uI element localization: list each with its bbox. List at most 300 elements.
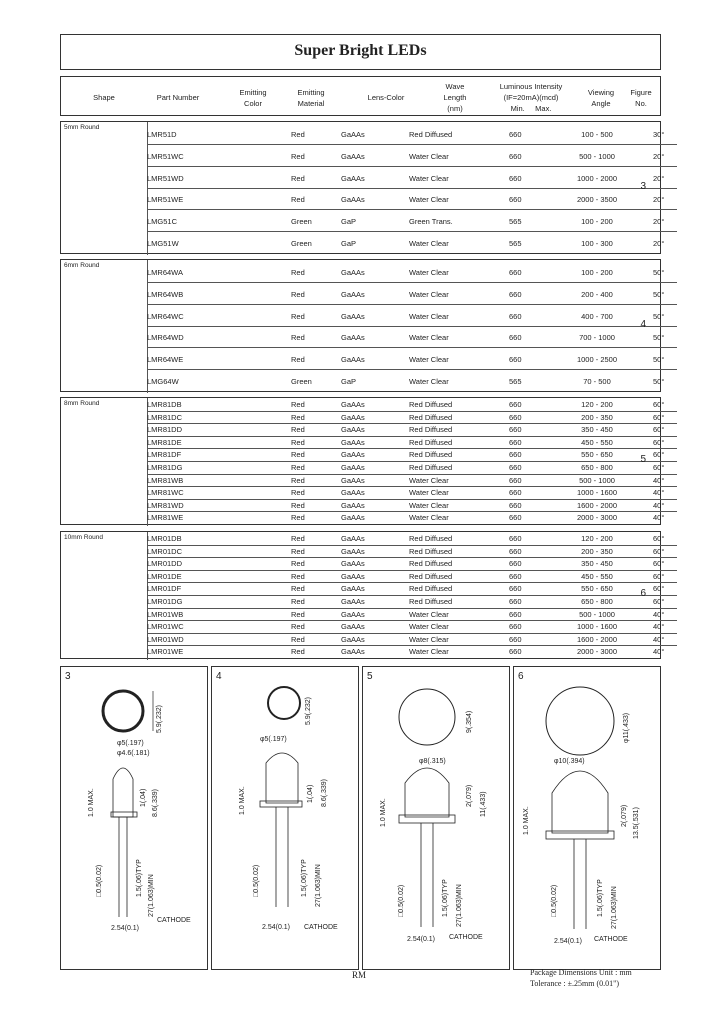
table-cell: 660	[509, 463, 522, 472]
dim-dia: φ8(.315)	[419, 758, 446, 765]
table-cell: LMR01DB	[147, 534, 182, 543]
table-cell: 660	[509, 609, 522, 619]
dim-len: 11(.433)	[480, 791, 487, 817]
table-cell: 100 - 500	[581, 130, 613, 139]
table-cell: GaAAs	[341, 609, 365, 619]
figure-3-drawing	[60, 666, 208, 970]
table-cell: 60°	[653, 412, 665, 422]
table-cell: 660	[509, 355, 522, 365]
row-divider	[147, 608, 677, 609]
row-divider	[147, 188, 677, 189]
dim-flange: 1(.04)	[140, 788, 147, 807]
header-shape: Shape	[93, 93, 115, 102]
dim-a: 1.5(.06)TYP	[597, 879, 604, 917]
table-cell: 550 - 650	[581, 584, 613, 594]
table-cell: Green Trans.	[409, 217, 453, 227]
figure-number: 6	[518, 671, 524, 682]
table-cell: 2000 - 3000	[576, 513, 618, 523]
table-cell: Red Diffused	[409, 463, 453, 472]
table-cell: LMR01WB	[147, 609, 184, 619]
dim-max: 1.0 MAX.	[380, 798, 387, 827]
row-divider	[147, 326, 677, 327]
table-cell: LMR64WA	[147, 268, 183, 277]
table-cell: Red	[291, 622, 305, 632]
figure-5-drawing	[362, 666, 510, 970]
dim-dia: φ5(.197)	[260, 736, 287, 743]
table-cell: LMR51WC	[147, 151, 184, 161]
table-cell: 60°	[653, 463, 665, 472]
table-cell: Red Diffused	[409, 130, 453, 139]
table-cell: GaAAs	[341, 311, 365, 321]
table-cell: 2000 - 3000	[576, 647, 618, 657]
row-divider	[147, 166, 677, 167]
table-cell: LMR64WD	[147, 333, 184, 343]
top-view-circle	[546, 687, 614, 755]
figure-number: 4	[216, 671, 222, 682]
table-cell: Red	[291, 546, 305, 556]
table-cell: Water Clear	[409, 513, 449, 523]
table-cell: 660	[509, 151, 522, 161]
table-cell: 60°	[653, 559, 665, 569]
table-cell: 40°	[653, 513, 665, 523]
table-cell: 660	[509, 513, 522, 523]
table-cell: Water Clear	[409, 173, 449, 183]
table-cell: Red Diffused	[409, 437, 453, 447]
dim-pitch: 2.54(0.1)	[554, 938, 583, 945]
table-cell: 120 - 200	[581, 534, 613, 543]
table-cell: LMR81DF	[147, 450, 182, 460]
led-8mm-diagram	[363, 667, 511, 971]
table-cell: LMR01WD	[147, 634, 184, 644]
table-cell: 100 - 200	[581, 217, 613, 227]
row-divider	[147, 570, 677, 571]
header-emitting-color: Emitting Color	[239, 88, 267, 108]
row-divider	[147, 282, 677, 283]
row-divider	[147, 369, 677, 370]
cathode-label: CATHODE	[449, 934, 483, 941]
table-cell: LMR81DC	[147, 412, 183, 422]
table-cell: 660	[509, 534, 522, 543]
table-cell: Red Diffused	[409, 534, 453, 543]
table-cell: 660	[509, 333, 522, 343]
row-divider	[147, 582, 677, 583]
table-cell: 60°	[653, 425, 665, 435]
row-divider	[147, 231, 677, 232]
table-cell: 1600 - 2000	[576, 500, 618, 510]
dim-dia: φ10(.394)	[554, 758, 585, 765]
table-cell: Water Clear	[409, 609, 449, 619]
table-cell: Red	[291, 333, 305, 343]
dim-a: 1.5(.06)TYP	[301, 859, 308, 897]
table-cell: GaAAs	[341, 289, 365, 299]
table-cell: GaAAs	[341, 400, 365, 409]
table-cell: 565	[509, 239, 522, 248]
section-figure-number: 3	[640, 180, 646, 192]
table-cell: 200 - 350	[581, 412, 613, 422]
table-cell: Water Clear	[409, 239, 449, 248]
table-cell: 100 - 300	[581, 239, 613, 248]
dim-flange: 2(.079)	[466, 784, 473, 807]
dim-lead: □0.5(0.02)	[253, 864, 260, 897]
table-cell: 660	[509, 500, 522, 510]
table-cell: 40°	[653, 488, 665, 498]
figure-6-drawing	[513, 666, 661, 970]
table-cell: 660	[509, 289, 522, 299]
table-cell: GaAAs	[341, 333, 365, 343]
table-cell: Red Diffused	[409, 450, 453, 460]
table-cell: 350 - 450	[581, 559, 613, 569]
table-cell: Green	[291, 239, 312, 248]
led-flange	[399, 815, 455, 823]
table-cell: Red	[291, 130, 305, 139]
table-cell: 350 - 450	[581, 425, 613, 435]
led-body	[113, 768, 133, 817]
table-cell: GaAAs	[341, 450, 365, 460]
table-cell: GaAAs	[341, 130, 365, 139]
table-cell: 660	[509, 311, 522, 321]
dim-flange: 2(.079)	[621, 804, 628, 827]
table-cell: Red	[291, 513, 305, 523]
table-cell: LMR64WB	[147, 289, 184, 299]
table-cell: Red	[291, 311, 305, 321]
table-cell: LMG51W	[147, 239, 179, 248]
table-cell: Red	[291, 559, 305, 569]
table-cell: GaAAs	[341, 513, 365, 523]
table-cell: 40°	[653, 622, 665, 632]
table-cell: 70 - 500	[583, 377, 611, 386]
table-cell: LMR81DB	[147, 400, 182, 409]
top-view-circle	[399, 689, 455, 745]
table-cell: 40°	[653, 634, 665, 644]
row-divider	[147, 411, 677, 412]
table-cell: 30°	[653, 130, 665, 139]
led-body	[405, 768, 449, 817]
table-cell: Water Clear	[409, 475, 449, 485]
table-cell: GaAAs	[341, 437, 365, 447]
cathode-label: CATHODE	[157, 917, 191, 924]
table-cell: 40°	[653, 647, 665, 657]
table-cell: Red	[291, 355, 305, 365]
section-figure-number: 6	[640, 588, 646, 599]
dim-flange: 1(.04)	[307, 784, 314, 803]
table-cell: 60°	[653, 437, 665, 447]
table-cell: 660	[509, 622, 522, 632]
row-divider	[147, 448, 677, 449]
table-cell: 500 - 1000	[579, 609, 615, 619]
section-4	[60, 531, 665, 659]
row-divider	[147, 486, 677, 487]
table-cell: 660	[509, 173, 522, 183]
table-cell: Water Clear	[409, 311, 449, 321]
table-cell: 40°	[653, 609, 665, 619]
table-cell: GaAAs	[341, 488, 365, 498]
table-cell: GaAAs	[341, 622, 365, 632]
table-cell: 660	[509, 488, 522, 498]
table-cell: LMR01WC	[147, 622, 184, 632]
row-divider	[147, 620, 677, 621]
header-part-number: Part Number	[156, 93, 200, 102]
table-cell: Red	[291, 400, 305, 409]
table-cell: LMR81WC	[147, 488, 184, 498]
dim-max: 1.0 MAX.	[523, 806, 530, 835]
table-cell: 120 - 200	[581, 400, 613, 409]
table-cell: Red	[291, 475, 305, 485]
table-cell: LMG51C	[147, 217, 178, 227]
table-cell: 60°	[653, 450, 665, 460]
dim-max: 1.0 MAX.	[88, 788, 95, 817]
row-divider	[147, 499, 677, 500]
dim-len: 8.6(.339)	[321, 778, 328, 807]
table-cell: 650 - 800	[581, 597, 613, 606]
header-lens-color: Lens-Color	[367, 93, 405, 102]
led-6mm-diagram	[212, 667, 360, 971]
section-1	[60, 121, 665, 254]
table-cell: 50°	[653, 311, 665, 321]
dim-len: 8.6(.339)	[152, 788, 159, 817]
led-body	[552, 771, 608, 833]
section-2	[60, 259, 665, 392]
table-cell: Water Clear	[409, 268, 449, 277]
row-divider	[147, 347, 677, 348]
table-cell: 20°	[653, 173, 665, 183]
table-cell: 660	[509, 130, 522, 139]
dim-b: 27(1.063)MIN	[611, 886, 618, 929]
table-cell: 500 - 1000	[579, 475, 615, 485]
table-cell: 660	[509, 634, 522, 644]
table-header	[60, 76, 661, 116]
table-cell: Red	[291, 412, 305, 422]
table-cell: Red	[291, 437, 305, 447]
table-cell: 2000 - 3500	[576, 195, 618, 205]
section-shape: 6mm Round	[64, 262, 100, 269]
dim-top: 5.9(.232)	[305, 696, 312, 725]
table-cell: Water Clear	[409, 333, 449, 343]
table-cell: GaAAs	[341, 647, 365, 657]
table-cell: LMR51WE	[147, 195, 184, 205]
section-figure-number: 4	[640, 318, 646, 330]
table-cell: Red Diffused	[409, 597, 453, 606]
table-cell: GaAAs	[341, 500, 365, 510]
table-cell: Red Diffused	[409, 400, 453, 409]
table-cell: LMR01DC	[147, 546, 183, 556]
table-cell: GaP	[341, 217, 357, 227]
header-wave-length: Wave Length (nm)	[443, 82, 467, 113]
table-cell: 500 - 1000	[579, 151, 615, 161]
table-cell: GaAAs	[341, 268, 365, 277]
table-cell: 400 - 700	[581, 311, 613, 321]
section-3	[60, 397, 665, 525]
table-cell: GaAAs	[341, 355, 365, 365]
top-view-circle	[268, 687, 300, 719]
table-cell: Red	[291, 597, 305, 606]
table-cell: GaAAs	[341, 475, 365, 485]
table-cell: GaAAs	[341, 634, 365, 644]
table-cell: Green	[291, 217, 312, 227]
table-cell: GaAAs	[341, 173, 365, 183]
table-cell: 1600 - 2000	[576, 634, 618, 644]
row-divider	[147, 304, 677, 305]
table-cell: Red	[291, 634, 305, 644]
table-cell: LMR81WD	[147, 500, 184, 510]
table-cell: Red	[291, 425, 305, 435]
table-cell: 20°	[653, 151, 665, 161]
table-cell: LMR51WD	[147, 173, 184, 183]
table-cell: 660	[509, 195, 522, 205]
header-luminous-intensity: Luminous Intensity (IF=20mA)(mcd) Min. Max.	[499, 82, 563, 113]
cathode-label: CATHODE	[304, 924, 338, 931]
table-cell: 660	[509, 546, 522, 556]
dim-dia2: φ4.6(.181)	[117, 750, 150, 757]
table-cell: GaAAs	[341, 571, 365, 581]
table-cell: Red	[291, 463, 305, 472]
table-cell: GaP	[341, 377, 357, 386]
table-cell: 660	[509, 584, 522, 594]
table-cell: Red	[291, 173, 305, 183]
table-cell: 565	[509, 217, 522, 227]
table-cell: Red Diffused	[409, 425, 453, 435]
table-cell: 660	[509, 647, 522, 657]
table-cell: GaAAs	[341, 559, 365, 569]
row-divider	[147, 144, 677, 145]
table-cell: 40°	[653, 500, 665, 510]
table-cell: LMR01WE	[147, 647, 184, 657]
table-cell: Red Diffused	[409, 559, 453, 569]
figure-number: 3	[65, 671, 71, 682]
led-10mm-diagram	[514, 667, 662, 971]
table-cell: LMR81DG	[147, 463, 183, 472]
dim-pitch: 2.54(0.1)	[407, 936, 436, 943]
table-cell: 60°	[653, 571, 665, 581]
table-cell: 60°	[653, 534, 665, 543]
led-flange	[546, 831, 614, 839]
table-cell: 660	[509, 597, 522, 606]
table-cell: LMR01DE	[147, 571, 182, 581]
table-cell: 660	[509, 559, 522, 569]
dim-a: 1.5(.06)TYP	[442, 879, 449, 917]
table-cell: Red	[291, 488, 305, 498]
table-cell: LMR64WC	[147, 311, 184, 321]
table-cell: Red Diffused	[409, 546, 453, 556]
table-cell: 200 - 400	[581, 289, 613, 299]
footer-notes	[530, 967, 632, 989]
row-divider	[147, 511, 677, 512]
table-cell: Water Clear	[409, 151, 449, 161]
table-cell: LMR01DF	[147, 584, 182, 594]
figure-4-drawing	[211, 666, 359, 970]
dim-top: 9(.354)	[466, 710, 473, 733]
table-cell: Red	[291, 571, 305, 581]
footer-note-1: Package Dimensions Unit : mm	[530, 968, 632, 977]
table-cell: GaAAs	[341, 597, 365, 606]
table-cell: LMR01DD	[147, 559, 183, 569]
table-cell: 660	[509, 268, 522, 277]
led-5mm-diagram	[61, 667, 209, 971]
dim-a: 1.5(.06)TYP	[136, 859, 143, 897]
table-cell: LMR64WE	[147, 355, 184, 365]
section-shape: 8mm Round	[64, 400, 100, 407]
row-divider	[147, 209, 677, 210]
table-cell: Water Clear	[409, 622, 449, 632]
table-cell: GaAAs	[341, 195, 365, 205]
table-cell: 50°	[653, 289, 665, 299]
table-cell: GaAAs	[341, 534, 365, 543]
table-cell: Green	[291, 377, 312, 386]
row-divider	[147, 557, 677, 558]
section-shape: 5mm Round	[64, 124, 100, 131]
section-shape: 10mm Round	[64, 534, 104, 541]
led-body	[266, 753, 298, 803]
table-cell: GaP	[341, 239, 357, 248]
top-view-circle	[103, 691, 143, 731]
table-cell: 50°	[653, 333, 665, 343]
table-cell: 60°	[653, 597, 665, 606]
table-cell: 660	[509, 437, 522, 447]
dim-len: 13.5(.531)	[633, 807, 640, 839]
table-cell: 565	[509, 377, 522, 386]
dim-dia: φ5(.197)	[117, 740, 144, 747]
table-cell: Red	[291, 584, 305, 594]
dim-top: φ11(.433)	[623, 712, 630, 743]
table-cell: 50°	[653, 355, 665, 365]
table-cell: 50°	[653, 268, 665, 277]
table-cell: LMR01DG	[147, 597, 183, 606]
table-cell: Red	[291, 289, 305, 299]
dim-max: 1.0 MAX.	[239, 786, 246, 815]
table-cell: Red	[291, 151, 305, 161]
table-cell: 100 - 200	[581, 268, 613, 277]
table-cell: Red	[291, 450, 305, 460]
table-cell: 660	[509, 412, 522, 422]
page-title: Super Bright LEDs	[294, 42, 427, 59]
row-divider	[147, 461, 677, 462]
footer-center: RM	[352, 970, 367, 980]
table-cell: 660	[509, 571, 522, 581]
table-cell: GaAAs	[341, 412, 365, 422]
table-cell: 1000 - 2500	[576, 355, 618, 365]
table-cell: LMR81WE	[147, 513, 184, 523]
table-cell: Red	[291, 609, 305, 619]
row-divider	[147, 633, 677, 634]
table-cell: Red	[291, 647, 305, 657]
table-cell: Red Diffused	[409, 584, 453, 594]
table-cell: 450 - 550	[581, 571, 613, 581]
table-cell: Water Clear	[409, 500, 449, 510]
table-cell: GaAAs	[341, 151, 365, 161]
table-cell: LMR81WB	[147, 475, 184, 485]
table-cell: Red Diffused	[409, 571, 453, 581]
table-cell: 1000 - 1600	[576, 488, 618, 498]
table-cell: GaAAs	[341, 425, 365, 435]
table-cell: 660	[509, 450, 522, 460]
dim-b: 27(1.063)MIN	[456, 884, 463, 927]
dim-b: 27(1.063)MIN	[148, 874, 155, 917]
header-figure-no: Figure No.	[630, 88, 652, 108]
table-cell: 1000 - 1600	[576, 622, 618, 632]
cathode-label: CATHODE	[594, 936, 628, 943]
row-divider	[147, 423, 677, 424]
table-cell: 660	[509, 425, 522, 435]
table-cell: Water Clear	[409, 195, 449, 205]
table-cell: Water Clear	[409, 488, 449, 498]
table-cell: Water Clear	[409, 355, 449, 365]
table-cell: Water Clear	[409, 634, 449, 644]
dim-top: 5.9(.232)	[156, 704, 163, 733]
figure-number: 5	[367, 671, 373, 682]
table-cell: 60°	[653, 400, 665, 409]
table-cell: 550 - 650	[581, 450, 613, 460]
dim-lead: □0.5(0.02)	[96, 864, 103, 897]
table-cell: 40°	[653, 475, 665, 485]
